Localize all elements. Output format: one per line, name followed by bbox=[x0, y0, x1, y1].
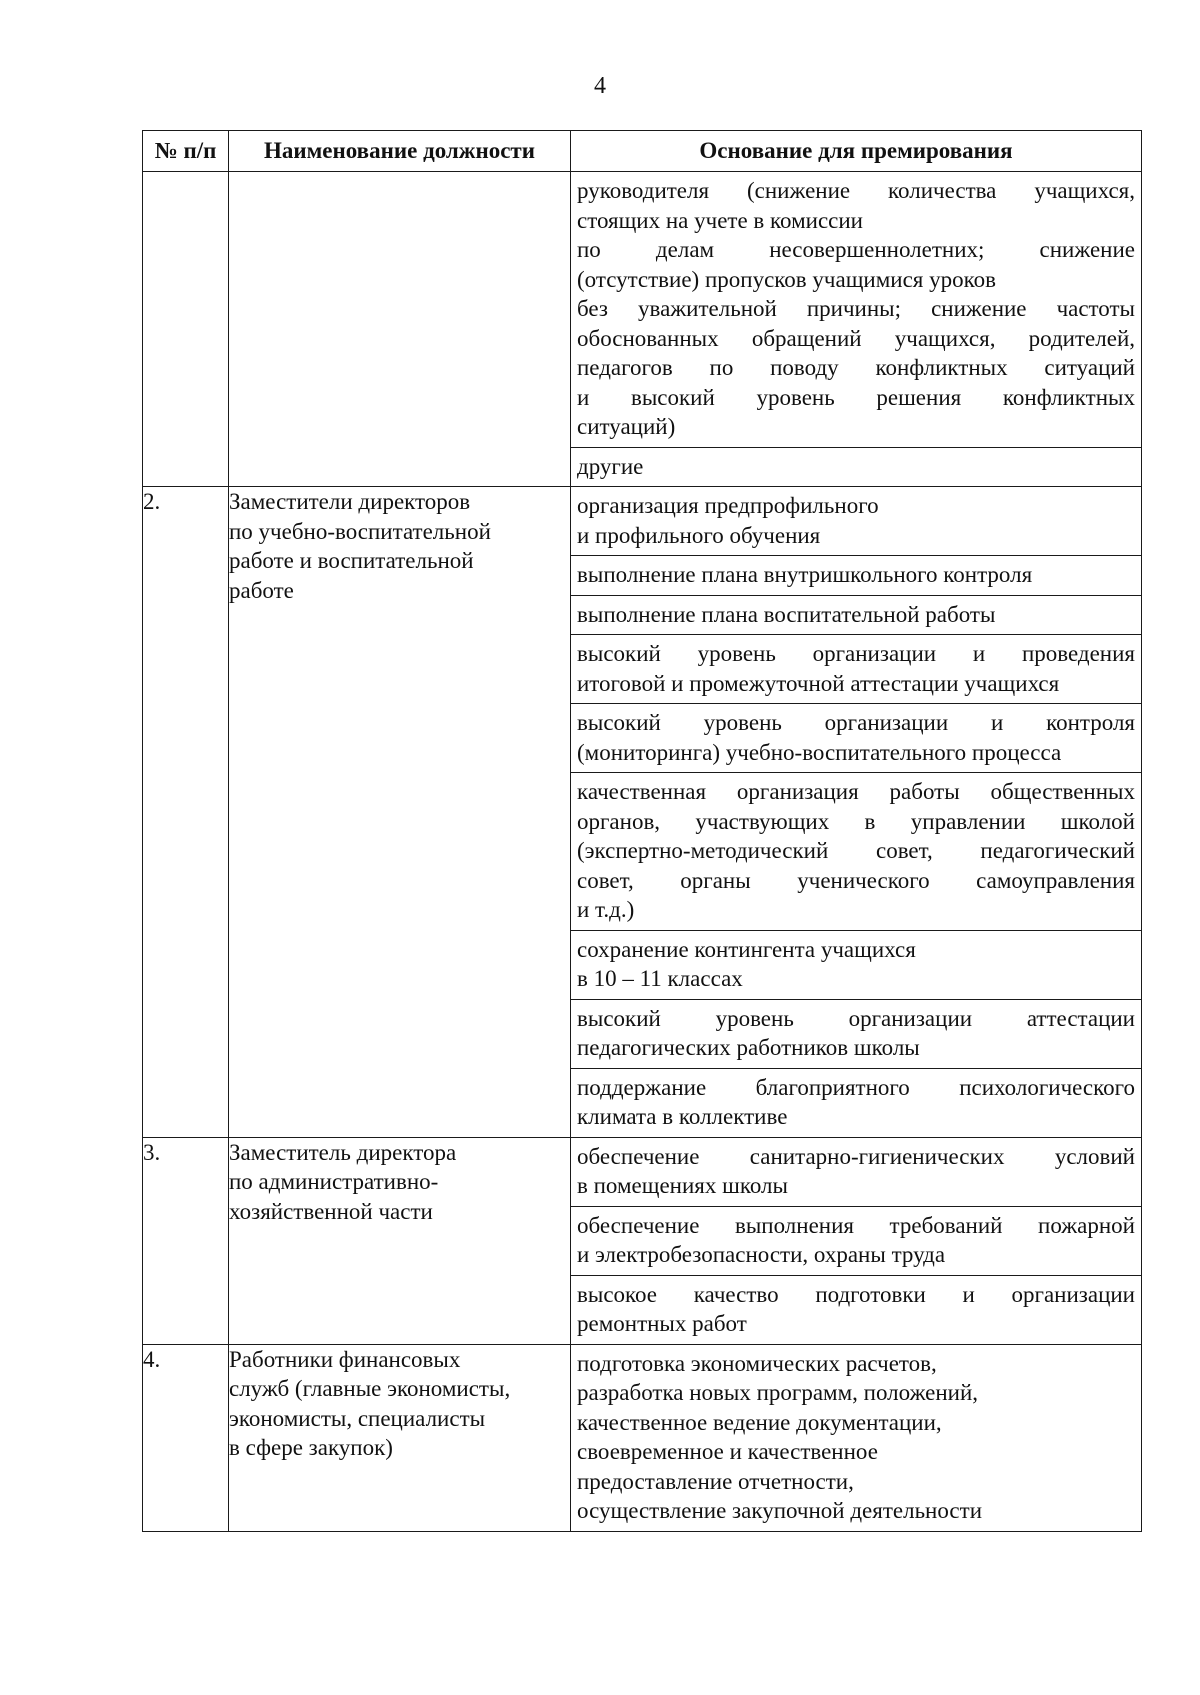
criterion bbox=[571, 172, 1141, 448]
criterion-line: и электробезопасности, охраны труда bbox=[577, 1242, 946, 1267]
cell-position bbox=[229, 1137, 571, 1344]
cell-position bbox=[229, 172, 571, 487]
criterion-line: стоящих на учете в комиссии bbox=[577, 207, 863, 233]
cell-basis bbox=[571, 172, 1142, 487]
table-row-continuation bbox=[143, 172, 1142, 487]
criterion-line: сохранение контингента учащихся bbox=[577, 936, 916, 962]
criterion-line: поддержание благоприятного психологического bbox=[577, 1074, 1135, 1100]
criterion-line: и профильного обучения bbox=[577, 522, 821, 548]
cell-num: 3. bbox=[143, 1137, 229, 1344]
criterion-line: высокий уровень организации и проведения bbox=[577, 641, 1135, 666]
page-number: 4 bbox=[594, 73, 606, 99]
position-line: Заместитель директора bbox=[229, 1139, 457, 1165]
table-row bbox=[143, 487, 1142, 1138]
header-basis: Основание для премирования bbox=[571, 131, 1142, 172]
criterion-line: и т.д.) bbox=[577, 897, 635, 922]
criterion bbox=[571, 704, 1141, 773]
criterion-line: качественное ведение документации, bbox=[577, 1409, 942, 1435]
criterion-line: климата в коллективе bbox=[577, 1104, 788, 1129]
criterion-line: осуществление закупочной деятельности bbox=[577, 1498, 983, 1523]
criterion-line: подготовка экономических расчетов, bbox=[577, 1350, 937, 1376]
criterion-line: педагогических работников школы bbox=[577, 1035, 920, 1060]
cell-basis bbox=[571, 1344, 1142, 1531]
criterion-line: (экспертно-методический совет, педагогический bbox=[577, 838, 1135, 863]
position-line: по учебно-воспитательной bbox=[229, 518, 491, 544]
criterion-line: обоснованных обращений учащихся, родителей, bbox=[577, 325, 1135, 351]
criterion-line: без уважительной причины; снижение частоты bbox=[577, 296, 1135, 321]
cell-position bbox=[229, 1344, 571, 1531]
criterion bbox=[571, 596, 1141, 636]
header-position: Наименование должности bbox=[229, 131, 571, 172]
criterion-line: (мониторинга) учебно-воспитательного процесса bbox=[577, 739, 1062, 765]
criterion-line: итоговой и промежуточной аттестации учащихся bbox=[577, 670, 1060, 696]
cell-num: 4. bbox=[143, 1344, 229, 1531]
criterion bbox=[571, 448, 1141, 487]
criterion-line: своевременное и качественное bbox=[577, 1439, 878, 1464]
position-line: Работники финансовых bbox=[229, 1346, 461, 1372]
criterion-line: руководителя (снижение количества учащихся, bbox=[577, 178, 1135, 203]
criterion-line: и высокий уровень решения конфликтных bbox=[577, 384, 1135, 410]
criterion-line: высокое качество подготовки и организации bbox=[577, 1281, 1135, 1307]
criterion-line: обеспечение выполнения требований пожарной bbox=[577, 1212, 1135, 1238]
criterion-line: другие bbox=[577, 453, 644, 479]
table-row bbox=[143, 1137, 1142, 1344]
criterion-line: высокий уровень организации аттестации bbox=[577, 1005, 1135, 1031]
position-line: работе bbox=[229, 577, 294, 603]
criterion bbox=[571, 556, 1141, 596]
position-line: работе и воспитательной bbox=[229, 548, 474, 573]
criterion bbox=[571, 1000, 1141, 1069]
criterion-line: качественная организация работы общественных bbox=[577, 779, 1135, 804]
table-row bbox=[143, 1344, 1142, 1531]
position-line: хозяйственной части bbox=[229, 1198, 433, 1224]
criterion bbox=[571, 635, 1141, 704]
criterion-line: ремонтных работ bbox=[577, 1311, 747, 1336]
criterion bbox=[571, 773, 1141, 931]
criterion bbox=[571, 1069, 1141, 1137]
header-num: № п/п bbox=[143, 131, 229, 172]
criterion-line: по делам несовершеннолетних; снижение bbox=[577, 237, 1135, 262]
position-line: экономисты, специалисты bbox=[229, 1405, 486, 1431]
table-header-row bbox=[143, 131, 1142, 172]
criterion-line: совет, органы ученического самоуправления bbox=[577, 867, 1135, 893]
cell-basis bbox=[571, 487, 1142, 1138]
criterion-line: в помещениях школы bbox=[577, 1173, 788, 1198]
criterion bbox=[571, 1207, 1141, 1276]
criterion-line: организация предпрофильного bbox=[577, 493, 879, 518]
cell-num bbox=[143, 172, 229, 487]
criterion-line: ситуаций) bbox=[577, 414, 676, 439]
position-line: в сфере закупок) bbox=[229, 1435, 393, 1460]
position-line: служб (главные экономисты, bbox=[229, 1376, 511, 1401]
premium-criteria-table bbox=[142, 130, 1142, 1532]
criterion-line: в 10 – 11 классах bbox=[577, 966, 743, 991]
criterion bbox=[571, 931, 1141, 1000]
criterion-line: выполнение плана воспитательной работы bbox=[577, 601, 996, 627]
table-body bbox=[143, 172, 1142, 1532]
criterion-line: органов, участвующих в управлении школой bbox=[577, 808, 1135, 834]
position-line: Заместители директоров bbox=[229, 489, 471, 514]
cell-num: 2. bbox=[143, 487, 229, 1138]
criterion-line: предоставление отчетности, bbox=[577, 1468, 854, 1494]
criterion-line: высокий уровень организации и контроля bbox=[577, 710, 1135, 735]
criterion bbox=[571, 487, 1141, 556]
criterion bbox=[571, 1345, 1141, 1531]
criterion-line: (отсутствие) пропусков учащимися уроков bbox=[577, 266, 996, 292]
cell-basis bbox=[571, 1137, 1142, 1344]
criterion-line: разработка новых программ, положений, bbox=[577, 1380, 979, 1405]
position-line: по административно- bbox=[229, 1169, 439, 1194]
criterion-line: обеспечение санитарно-гигиенических условий bbox=[577, 1143, 1135, 1169]
criterion bbox=[571, 1138, 1141, 1207]
criterion-line: выполнение плана внутришкольного контроля bbox=[577, 562, 1033, 587]
cell-position bbox=[229, 487, 571, 1138]
criterion-line: педагогов по поводу конфликтных ситуаций bbox=[577, 355, 1135, 380]
criterion bbox=[571, 1276, 1141, 1344]
